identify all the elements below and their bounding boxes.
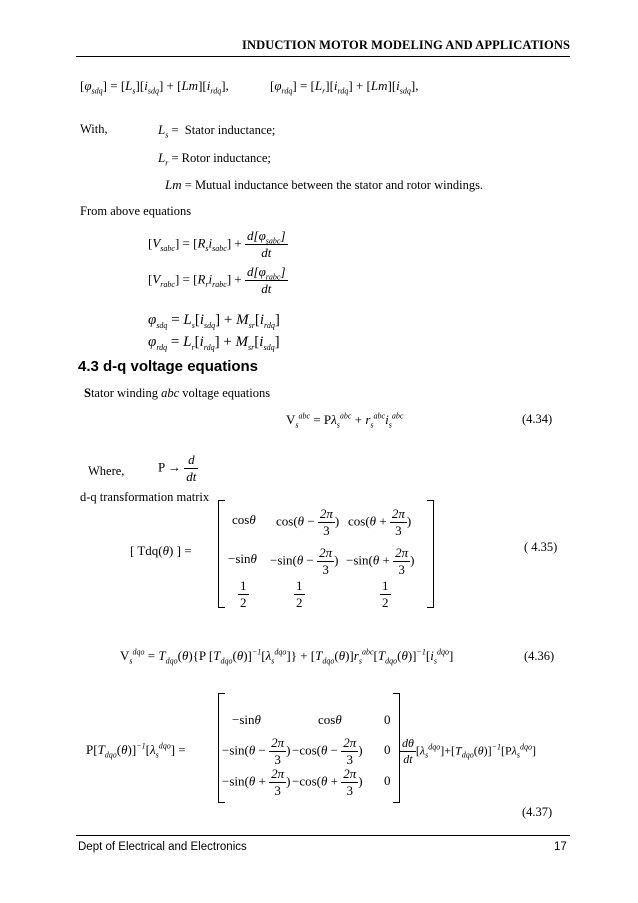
running-header: INDUCTION MOTOR MODELING AND APPLICATIONS: [242, 38, 570, 52]
equation-number-4-35: ( 4.35): [524, 540, 558, 554]
equation-4-36: $V_s^{dqo} = T_{dqo}(\theta)\{P$ $[T_{dqo}(\theta)]^{-1}[\lambda_s^{dqo}]\} + [T_{dqo}(\theta)]r_s^{abc}[T_{dqo}(\theta)]^{-1}[i_s^{dqo}]$: [120, 647, 454, 666]
equation-4-37-lhs: $P[T_{dqo}(\theta)]^{-1}[\lambda_s^{dqo}]$ =: [86, 741, 186, 760]
dmatrix-r1-c3: 0: [384, 712, 391, 727]
dmatrix-r2-c2: −cos(θ − $\frac{2\pi}{3}$ ): [292, 735, 363, 767]
section-heading: 4.3 d-q voltage equations: [78, 358, 259, 375]
matrix-r3-c2: $\frac{1}{2}$: [296, 578, 303, 610]
matrix-r2-c2: −sin(θ − $\frac{2\pi}{3}$ ): [270, 545, 339, 577]
dmatrix-r3-c1: −sin(θ + $\frac{2\pi}{3}$ ): [222, 766, 291, 798]
where-label: Where,: [88, 464, 125, 478]
flux-equation-stator: $[\varphi_{sdq}] = [L_s][i_{sdq}] + [Lm][i_{rdq}]$,: [80, 78, 229, 96]
matrix-r1-c1: cosθ: [232, 512, 256, 527]
matrix-r1-c3: cos(θ + $\frac{2\pi}{3}$ ): [348, 506, 412, 538]
dmatrix-r2-c1: −sin(θ − $\frac{2\pi}{3}$ ): [222, 735, 291, 767]
equation-number-4-34: (4.34): [522, 412, 553, 426]
stator-abc-voltage-equation: $[V_{sabc}] = [R_si_{sabc}]$ + $\frac{d[\varphi_{sabc}]}{dt}$: [148, 228, 286, 260]
equation-number-4-37: (4.37): [522, 805, 553, 819]
dmatrix-r1-c1: −sinθ: [232, 712, 261, 727]
definition-ls: $L_s$ = Stator inductance;: [158, 122, 276, 140]
flux-rdq-equation: $\varphi_{rdq} = L_r[i_{rdq}] + M_{sr}[i_{sdq}]$: [148, 334, 280, 352]
dmatrix-r3-c2: −cos(θ + $\frac{2\pi}{3}$ ): [292, 766, 363, 798]
dq-matrix-lhs: [ Tdq(θ) ] =: [130, 543, 192, 558]
matrix-r2-c3: −sin(θ + $\frac{2\pi}{3}$ ): [346, 545, 415, 577]
equation-number-4-36: (4.36): [524, 649, 555, 663]
footer-page-number: 17: [554, 841, 567, 853]
matrix-r1-c2: cos(θ − $\frac{2\pi}{3}$ ): [276, 506, 340, 538]
flux-sdq-equation: $\varphi_{sdq} = L_s[i_{sdq}] + M_{sr}[i_{rdq}]$: [148, 312, 280, 330]
matrix-r2-c1: −sinθ: [228, 551, 257, 566]
header-rule: [76, 56, 570, 57]
footer-department: Dept of Electrical and Electronics: [78, 841, 247, 853]
from-above-text: From above equations: [80, 204, 192, 218]
with-label: With,: [80, 122, 108, 136]
dmatrix-r3-c3: 0: [384, 773, 391, 788]
definition-lm: Lm = Mutual inductance between the stator and rotor windings.: [165, 177, 484, 192]
definition-lr: $L_r$ = Rotor inductance;: [158, 150, 271, 168]
equation-4-34: $V_s^{abc} = P\lambda_s^{abc} + r_s^{abc}i_s^{abc}$: [286, 411, 404, 430]
flux-equation-rotor: $[\varphi_{rdq}] = [L_r][i_{rdq}] + [Lm][i_{sdq}]$,: [270, 78, 419, 96]
operator-definition: P → $\frac{d}{dt}$: [158, 452, 197, 484]
dmatrix-r1-c2: cosθ: [318, 712, 342, 727]
equation-4-37-rhs: $\frac{d\theta}{dt}$ $[\lambda_s^{dqo}]+[T_{dqo}(\theta)]^{-1}[P\lambda_s^{dqo}]$: [402, 736, 536, 766]
footer-rule: [76, 835, 570, 836]
matrix-r3-c1: $\frac{1}{2}$: [240, 578, 247, 610]
matrix-r3-c3: $\frac{1}{2}$: [382, 578, 389, 610]
dmatrix-r2-c3: 0: [384, 742, 391, 757]
rotor-abc-voltage-equation: $[V_{rabc}] = [R_ri_{rabc}]$ + $\frac{d[\varphi_{rabc}]}{dt}$: [148, 264, 286, 296]
section-intro: Stator winding abc voltage equations: [84, 386, 271, 400]
dq-matrix-caption: d-q transformation matrix: [80, 490, 210, 504]
